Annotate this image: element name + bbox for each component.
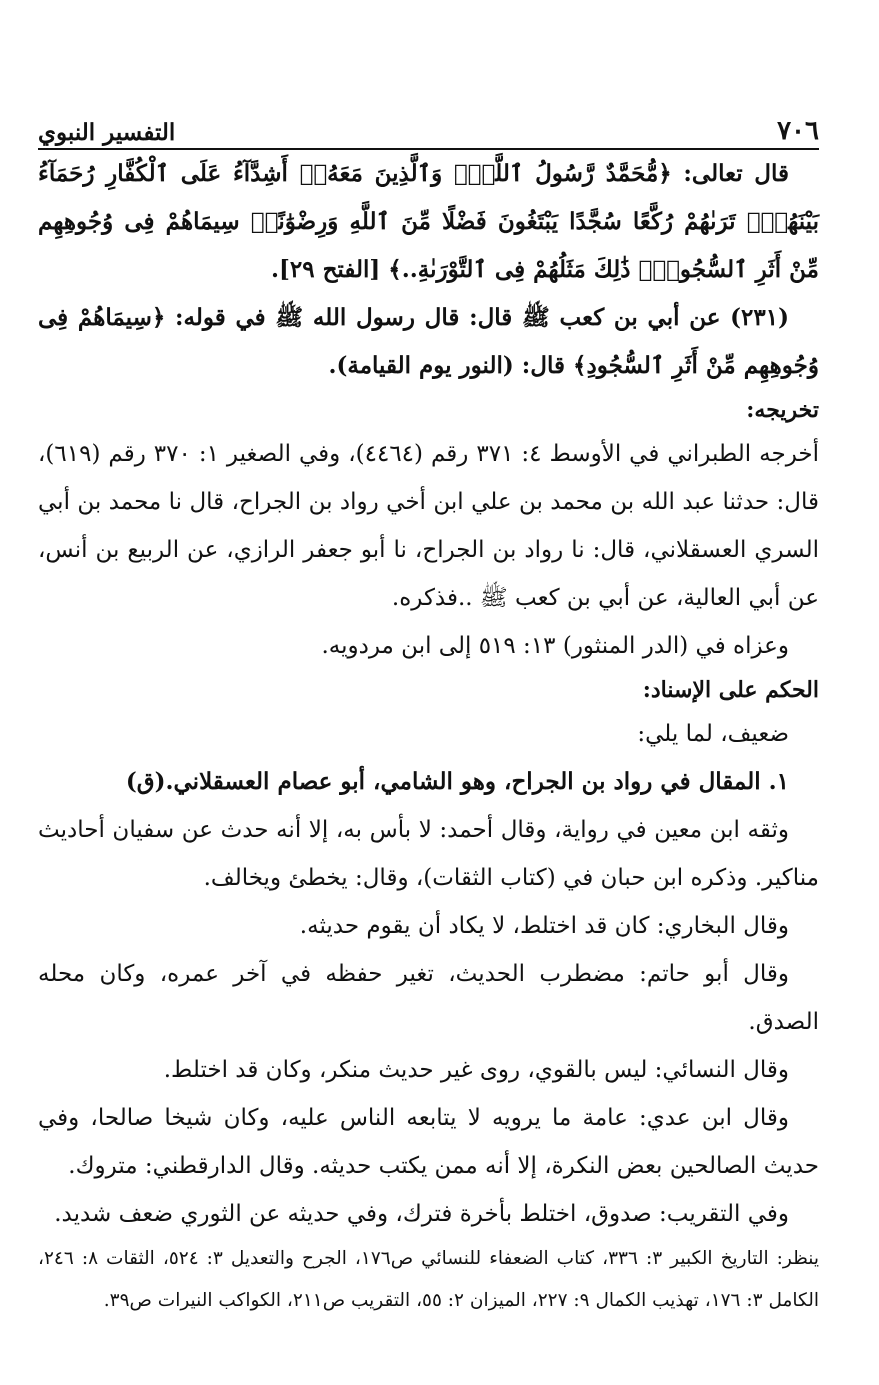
running-title: التفسير النبوي (38, 119, 176, 146)
taqrib-paragraph: وفي التقريب: صدوق، اختلط بأخرة فترك، وفي حديثه عن الثوري ضعف شديد. (54, 1201, 789, 1227)
references-note: ينظر: التاريخ الكبير ٣: ٣٣٦، كتاب الضعفاء للنسائي ص١٧٦، الجرح والتعديل ٣: ٥٢٤، الثقات ٨: ٢٤٦، الكامل ٣: ١٧٦، تهذيب الكمال ٩: ٢٢٧، الميزان ٢: ٥٥، التقريب ص٢١١، الكواكب النيرات ص٣٩. (38, 1248, 819, 1311)
nasai-paragraph: وقال النسائي: ليس بالقوي، روى غير حديث منكر، وكان قد اختلط. (163, 1057, 789, 1083)
abu-hatim-paragraph: وقال أبو حاتم: مضطرب الحديث، تغير حفظه في آخر عمره، وكان محله الصدق. (38, 961, 819, 1035)
quran-verse: قال تعالى: ﴿مُّحَمَّدٌ رَّسُولُ ٱللَّهِۚ وَٱلَّذِينَ مَعَهُۥٓ أَشِدَّآءُ عَلَى ٱلْكُفَّارِ رُحَمَآءُ بَيْنَهُمْۖ تَرَىٰهُمْ رُكَّعًا سُجَّدًا يَبْتَغُونَ فَضْلًا مِّنَ ٱللَّهِ وَرِضْوَٰنًاۖ سِيمَاهُمْ فِى وُجُوهِهِم مِّنْ أَثَرِ ٱلسُّجُودِۚ ذَٰلِكَ مَثَلُهُمْ فِى ٱلتَّوْرَىٰةِ..﴾ [الفتح ٢٩]. (38, 160, 819, 283)
page-body (38, 150, 819, 1322)
ruling-text: ضعيف، لما يلي: (637, 721, 789, 747)
hadith-text: (٢٣١) عن أبي بن كعب ﷺ قال: قال رسول الله ﷺ في قوله: ﴿سِيمَاهُمْ فِى وُجُوهِهِم مِّنْ أَثَرِ ٱلسُّجُودِ﴾ قال: (النور يوم القيامة). (38, 304, 819, 379)
page-number: ٧٠٦ (777, 116, 819, 146)
ibn-maeen-paragraph: وثقه ابن معين في رواية، وقال أحمد: لا بأس به، إلا أنه حدث عن سفيان أحاديث مناكير. وذكره ابن حبان في (كتاب الثقات)، وقال: يخطئ ويخالف. (38, 817, 819, 891)
takhrij-heading: تخريجه: (746, 397, 819, 423)
point-one: ١. المقال في رواد بن الجراح، وهو الشامي، أبو عصام العسقلاني.(ق) (125, 768, 789, 795)
ibn-adi-paragraph: وقال ابن عدي: عامة ما يرويه لا يتابعه الناس عليه، وكان شيخا صالحا، وفي حديث الصالحين بعض النكرة، إلا أنه ممن يكتب حديثه. وقال الدارقطني: متروك. (38, 1105, 819, 1179)
bukhari-paragraph: وقال البخاري: كان قد اختلط، لا يكاد أن يقوم حديثه. (299, 913, 789, 939)
attribution-text: وعزاه في (الدر المنثور) ١٣: ٥١٩ إلى ابن مردويه. (321, 633, 789, 659)
takhrij-text: أخرجه الطبراني في الأوسط ٤: ٣٧١ رقم (٤٤٦٤)، وفي الصغير ١: ٣٧٠ رقم (٦١٩)، قال: حدثنا عبد الله بن محمد بن علي ابن أخي رواد بن الجراح، قال نا محمد بن أبي السري العسقلاني، قال: نا رواد بن الجراح، نا أبو جعفر الرازي، عن الربيع بن أنس، عن أبي العالية، عن أبي بن كعب ﷺ ..فذكره. (38, 441, 819, 611)
ruling-heading: الحكم على الإسناد: (642, 677, 819, 703)
running-head (38, 112, 819, 150)
